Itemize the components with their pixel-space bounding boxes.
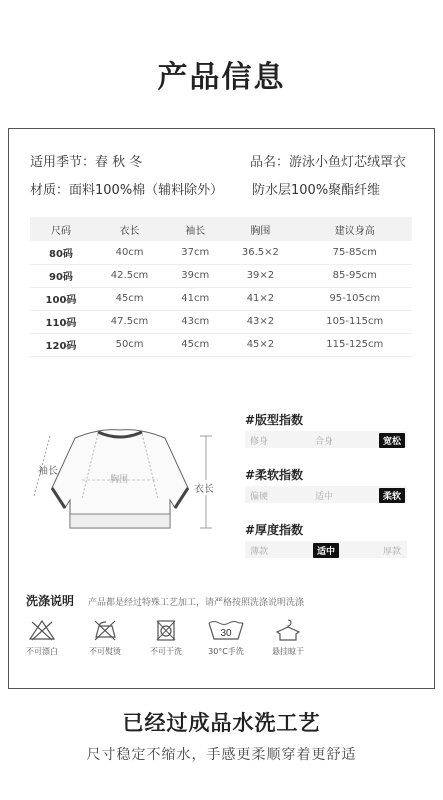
sleeve-label: 袖长 — [38, 466, 58, 477]
table-cell: 39×2 — [223, 264, 297, 287]
bottom-subtitle: 尺寸稳定不缩水，手感更柔顺穿着更舒适 — [86, 747, 357, 763]
table-row — [30, 310, 412, 333]
garment-diagram — [20, 420, 230, 530]
table-cell: 41cm — [167, 287, 223, 310]
size-table — [30, 217, 412, 357]
waterproof-text: 防水层100%聚酯纤维 — [252, 183, 381, 198]
thickness-index-bar — [245, 541, 407, 558]
table-cell: 36.5×2 — [223, 241, 297, 264]
wash-title: 洗涤说明 — [26, 594, 75, 608]
chest-label: 胸围 — [110, 475, 129, 485]
table-cell: 105-115cm — [298, 310, 412, 333]
thickness-option-thick: 厚款 — [383, 547, 402, 557]
table-cell: 95-105cm — [298, 287, 412, 310]
table-cell: 110码 — [30, 310, 92, 333]
wash-label: 悬挂晾干 — [272, 647, 304, 656]
table-cell: 47.5cm — [92, 310, 167, 333]
table-cell: 40cm — [92, 241, 167, 264]
col-header-sleeve: 袖长 — [167, 217, 223, 241]
table-cell: 41×2 — [223, 287, 297, 310]
table-cell: 45cm — [92, 287, 167, 310]
wash-item-no-iron — [75, 618, 135, 657]
thickness-option-thin: 薄款 — [250, 547, 269, 557]
wash-item-hand-wash — [196, 618, 256, 657]
hand-wash-icon — [206, 618, 246, 642]
fit-option-loose-selected: 宽松 — [379, 433, 405, 448]
table-cell: 43cm — [167, 310, 223, 333]
table-row — [30, 333, 412, 356]
wash-label: 不可漂白 — [26, 647, 58, 656]
bottom-title: 已经过成品水洗工艺 — [122, 711, 321, 735]
table-cell: 45×2 — [223, 333, 297, 356]
material-text: 材质：面料100%棉（辅料除外） — [30, 183, 224, 198]
page-title: 产品信息 — [157, 60, 286, 95]
table-row — [30, 264, 412, 287]
table-cell: 120码 — [30, 333, 92, 356]
table-cell: 50cm — [92, 333, 167, 356]
wash-label: 30°C手洗 — [208, 647, 244, 656]
table-cell: 115-125cm — [298, 333, 412, 356]
length-label: 衣长 — [194, 480, 214, 495]
wash-note: 产品都是经过特殊工艺加工，请严格按照洗涤说明洗涤 — [88, 598, 305, 608]
fit-index-bar — [245, 431, 407, 448]
table-cell: 39cm — [167, 264, 223, 287]
table-cell: 85-95cm — [298, 264, 412, 287]
col-header-length: 衣长 — [92, 217, 167, 241]
no-dry-clean-icon — [151, 618, 181, 642]
table-cell: 43×2 — [223, 310, 297, 333]
size-table-header — [30, 217, 412, 241]
no-iron-icon — [90, 618, 120, 642]
thickness-index-title: #厚度指数 — [245, 523, 304, 537]
wash-item-no-dry-clean — [136, 618, 196, 657]
wash-label: 不可熨烫 — [89, 647, 121, 656]
softness-index-title: #柔软指数 — [245, 468, 304, 482]
table-cell: 42.5cm — [92, 264, 167, 287]
wash-label: 不可干洗 — [150, 647, 182, 656]
softness-option-hard: 偏硬 — [250, 492, 269, 502]
col-header-chest: 胸围 — [223, 217, 297, 241]
hang-dry-icon — [273, 618, 303, 642]
table-cell: 80码 — [30, 241, 92, 264]
softness-option-medium: 适中 — [315, 492, 334, 502]
table-cell: 75-85cm — [298, 241, 412, 264]
wash-item-hang-dry — [258, 618, 318, 657]
softness-index-bar — [245, 486, 407, 503]
table-row — [30, 241, 412, 264]
fit-option-slim: 修身 — [250, 437, 269, 447]
col-header-height: 建议身高 — [298, 217, 412, 241]
wash-item-no-bleach — [12, 618, 72, 657]
softness-option-soft-selected: 柔软 — [379, 488, 405, 503]
fit-option-regular: 合身 — [315, 437, 334, 447]
wash-temp: 30 — [220, 628, 232, 639]
table-cell: 90码 — [30, 264, 92, 287]
fit-index-title: #版型指数 — [245, 413, 304, 427]
table-row — [30, 287, 412, 310]
no-bleach-icon — [27, 618, 57, 642]
col-header-size: 尺码 — [30, 217, 92, 241]
thickness-option-medium-selected: 适中 — [313, 543, 339, 558]
product-name-text: 品名：游泳小鱼灯芯绒罩衣 — [250, 155, 407, 170]
table-cell: 45cm — [167, 333, 223, 356]
season-text: 适用季节：春 秋 冬 — [30, 155, 143, 170]
table-cell: 37cm — [167, 241, 223, 264]
table-cell: 100码 — [30, 287, 92, 310]
